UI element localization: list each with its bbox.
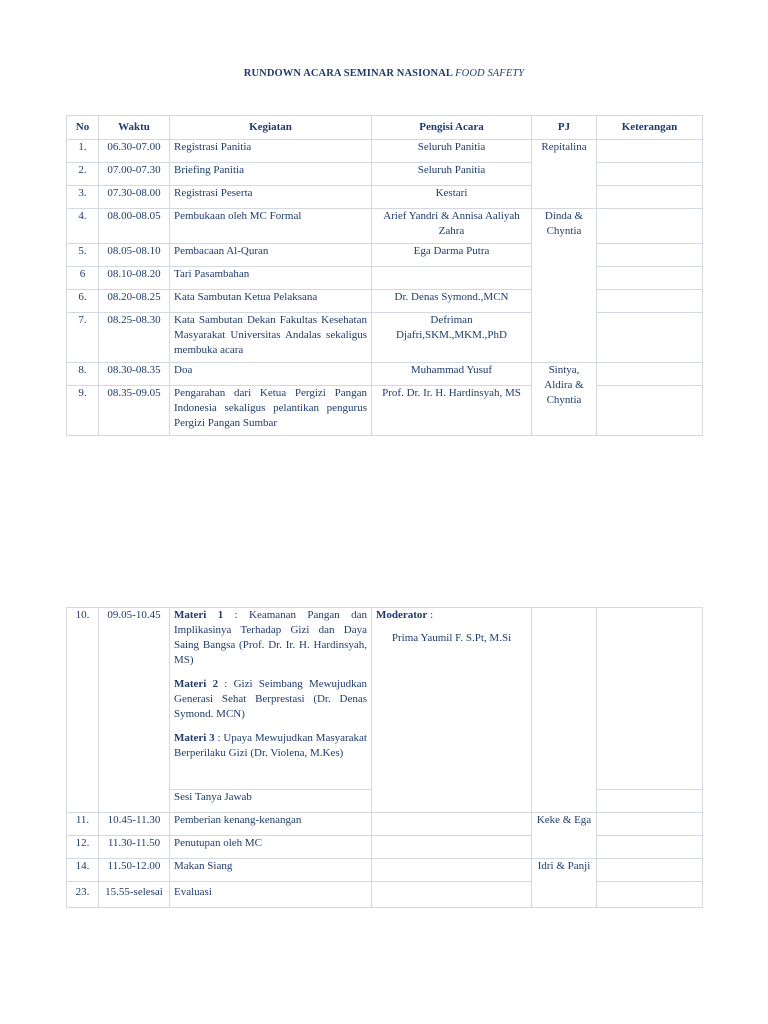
- cell-no: 6.: [67, 290, 99, 313]
- table-row: [67, 608, 703, 790]
- cell-pengisi: [372, 813, 532, 836]
- table-row: [67, 859, 703, 882]
- cell-keterangan: [597, 267, 703, 290]
- cell-kegiatan: Registrasi Peserta: [170, 186, 372, 209]
- table-row: [67, 140, 703, 163]
- cell-kegiatan: Pemberian kenang-kenangan: [170, 813, 372, 836]
- cell-pengisi: [372, 836, 532, 859]
- cell-pengisi: Ega Darma Putra: [372, 244, 532, 267]
- cell-keterangan: [597, 244, 703, 267]
- cell-kegiatan: Kata Sambutan Dekan Fakultas Kesehatan Masyarakat Universitas Andalas sekaligus membuka acara: [170, 313, 372, 363]
- materi-3-label: Materi 3: [174, 732, 215, 744]
- cell-waktu: 09.05-10.45: [99, 608, 170, 813]
- cell-pengisi: Seluruh Panitia: [372, 163, 532, 186]
- header-waktu: Waktu: [99, 116, 170, 140]
- cell-waktu: 07.00-07.30: [99, 163, 170, 186]
- cell-no: 2.: [67, 163, 99, 186]
- table-row: [67, 363, 703, 386]
- cell-kegiatan: Doa: [170, 363, 372, 386]
- cell-waktu: 08.25-08.30: [99, 313, 170, 363]
- cell-pengisi: [372, 882, 532, 908]
- cell-keterangan: [597, 290, 703, 313]
- cell-waktu: 10.45-11.30: [99, 813, 170, 836]
- moderator-heading: [376, 608, 527, 623]
- cell-pj-sintya: Sintya, Aldira & Chyntia: [532, 363, 597, 436]
- materi-3: [174, 731, 367, 761]
- document-title: [0, 66, 768, 81]
- cell-pj-dinda: Dinda & Chyntia: [532, 209, 597, 363]
- cell-keterangan: [597, 813, 703, 836]
- header-keterangan: Keterangan: [597, 116, 703, 140]
- cell-keterangan: [597, 836, 703, 859]
- cell-keterangan: [597, 209, 703, 244]
- cell-pengisi: Arief Yandri & Annisa Aaliyah Zahra: [372, 209, 532, 244]
- cell-no: 9.: [67, 386, 99, 436]
- cell-kegiatan: Pembukaan oleh MC Formal: [170, 209, 372, 244]
- title-italic: FOOD SAFETY: [455, 68, 525, 79]
- cell-no: 8.: [67, 363, 99, 386]
- table-row: [67, 386, 703, 436]
- cell-kegiatan: Registrasi Panitia: [170, 140, 372, 163]
- moderator-sep: :: [427, 609, 434, 621]
- cell-kegiatan-materi: [170, 608, 372, 790]
- cell-no: 11.: [67, 813, 99, 836]
- cell-keterangan: [597, 882, 703, 908]
- cell-kegiatan: Tari Pasambahan: [170, 267, 372, 290]
- cell-no: 3.: [67, 186, 99, 209]
- materi-2-text: : Gizi Seimbang Mewujudkan Generasi Sehat Berprestasi (Dr. Denas Symond. MCN): [174, 678, 367, 720]
- materi-2-label: Materi 2: [174, 678, 219, 690]
- table-row: [67, 267, 703, 290]
- cell-no: 14.: [67, 859, 99, 882]
- cell-moderator: [372, 608, 532, 813]
- moderator-name: Prima Yaumil F. S.Pt, M.Si: [391, 632, 512, 644]
- moderator-label: Moderator: [376, 609, 428, 621]
- cell-keterangan: [597, 608, 703, 790]
- cell-waktu: 08.10-08.20: [99, 267, 170, 290]
- cell-keterangan: [597, 140, 703, 163]
- cell-keterangan: [597, 313, 703, 363]
- cell-kegiatan: Penutupan oleh MC: [170, 836, 372, 859]
- cell-no: 5.: [67, 244, 99, 267]
- cell-keterangan: [597, 386, 703, 436]
- cell-keterangan: [597, 363, 703, 386]
- materi-1: [174, 608, 367, 668]
- title-main: RUNDOWN ACARA SEMINAR NASIONAL: [243, 68, 453, 79]
- cell-waktu: 08.00-08.05: [99, 209, 170, 244]
- cell-waktu: 07.30-08.00: [99, 186, 170, 209]
- cell-pj-repitalina: Repitalina: [532, 140, 597, 209]
- table-row: [67, 163, 703, 186]
- table-row: [67, 313, 703, 363]
- table-row: [67, 244, 703, 267]
- rundown-table-2: [66, 607, 703, 908]
- cell-pj-empty: [532, 608, 597, 813]
- table-row: [67, 186, 703, 209]
- cell-pj-keke: Keke & Ega: [532, 813, 597, 859]
- header-pj: PJ: [532, 116, 597, 140]
- cell-keterangan: [597, 163, 703, 186]
- cell-kegiatan: Sesi Tanya Jawab: [170, 790, 372, 813]
- cell-no: 6: [67, 267, 99, 290]
- cell-pengisi: Prof. Dr. Ir. H. Hardinsyah, MS: [372, 386, 532, 436]
- cell-kegiatan: Briefing Panitia: [170, 163, 372, 186]
- cell-waktu: 11.50-12.00: [99, 859, 170, 882]
- cell-waktu: 06.30-07.00: [99, 140, 170, 163]
- header-pengisi-acara: Pengisi Acara: [372, 116, 532, 140]
- materi-1-text: : Keamanan Pangan dan Implikasinya Terhadap Gizi dan Daya Saing Bangsa (Prof. Dr. Ir. H. Hardinsyah, MS): [174, 609, 367, 666]
- cell-waktu: 08.35-09.05: [99, 386, 170, 436]
- table-header-row: [67, 116, 703, 140]
- cell-waktu: 15.55-selesai: [99, 882, 170, 908]
- cell-waktu: 08.05-08.10: [99, 244, 170, 267]
- cell-keterangan: [597, 790, 703, 813]
- cell-pengisi: Defriman Djafri,SKM.,MKM.,PhD: [372, 313, 532, 363]
- cell-kegiatan: Pembacaan Al-Quran: [170, 244, 372, 267]
- cell-no: 12.: [67, 836, 99, 859]
- cell-pengisi: [372, 267, 532, 290]
- cell-kegiatan: Pengarahan dari Ketua Pergizi Pangan Indonesia sekaligus pelantikan pengurus Pergizi Pangan Sumbar: [170, 386, 372, 436]
- cell-waktu: 08.30-08.35: [99, 363, 170, 386]
- cell-waktu: 08.20-08.25: [99, 290, 170, 313]
- cell-pj-idri: Idri & Panji: [532, 859, 597, 908]
- cell-pengisi: Muhammad Yusuf: [372, 363, 532, 386]
- cell-no: 23.: [67, 882, 99, 908]
- table-row: [67, 290, 703, 313]
- cell-waktu: 11.30-11.50: [99, 836, 170, 859]
- cell-pengisi: Dr. Denas Symond.,MCN: [372, 290, 532, 313]
- cell-kegiatan: Kata Sambutan Ketua Pelaksana: [170, 290, 372, 313]
- cell-keterangan: [597, 186, 703, 209]
- cell-no: 4.: [67, 209, 99, 244]
- header-no: No: [67, 116, 99, 140]
- cell-pengisi: [372, 859, 532, 882]
- table-row: [67, 882, 703, 908]
- materi-3-text: : Upaya Mewujudkan Masyarakat Berperilaku Gizi (Dr. Violena, M.Kes): [174, 732, 367, 759]
- cell-kegiatan: Evaluasi: [170, 882, 372, 908]
- cell-pengisi: Kestari: [372, 186, 532, 209]
- materi-1-label: Materi 1: [174, 609, 224, 621]
- cell-no: 7.: [67, 313, 99, 363]
- cell-keterangan: [597, 859, 703, 882]
- cell-no: 10.: [67, 608, 99, 813]
- cell-pengisi: Seluruh Panitia: [372, 140, 532, 163]
- cell-no: 1.: [67, 140, 99, 163]
- cell-kegiatan: Makan Siang: [170, 859, 372, 882]
- table-row: [67, 813, 703, 836]
- materi-2: [174, 677, 367, 722]
- header-kegiatan: Kegiatan: [170, 116, 372, 140]
- rundown-table-1: [66, 115, 703, 436]
- table-row: [67, 209, 703, 244]
- table-row: [67, 836, 703, 859]
